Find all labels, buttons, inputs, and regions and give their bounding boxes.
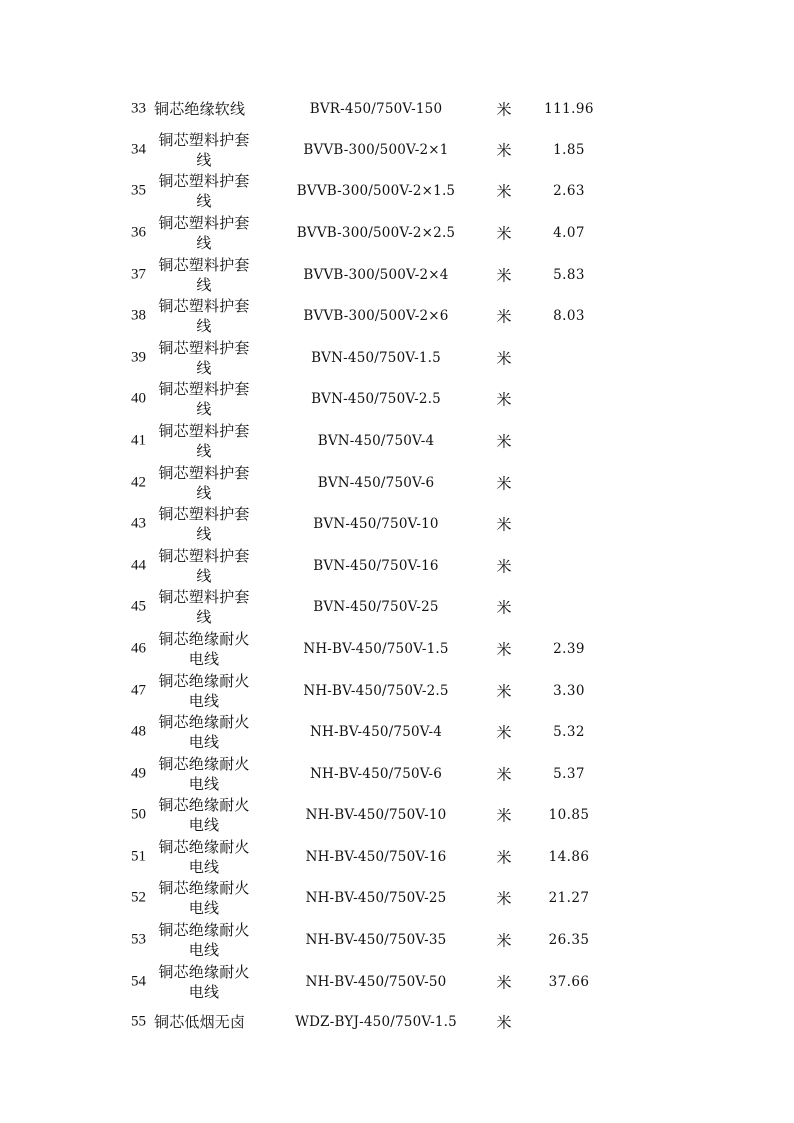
item-name: 铜芯绝缘耐火电线 bbox=[158, 921, 250, 960]
table-row bbox=[0, 961, 794, 1003]
item-price: 111.96 bbox=[544, 101, 594, 117]
item-name: 铜芯绝缘耐火电线 bbox=[158, 962, 250, 1001]
item-unit: 米 bbox=[496, 307, 512, 326]
row-number: 36 bbox=[131, 224, 146, 241]
item-price: 1.85 bbox=[553, 141, 585, 158]
item-name: 铜芯塑料护套线 bbox=[158, 338, 250, 377]
row-number: 43 bbox=[131, 515, 146, 532]
item-price: 26.35 bbox=[548, 932, 590, 949]
row-number: 47 bbox=[131, 682, 146, 699]
item-unit: 米 bbox=[496, 889, 512, 908]
item-price: 5.83 bbox=[553, 266, 585, 283]
row-number: 46 bbox=[131, 640, 146, 657]
item-name: 铜芯塑料护套线 bbox=[158, 297, 250, 336]
row-number: 54 bbox=[131, 973, 146, 990]
table-row bbox=[0, 171, 794, 213]
item-price: 2.39 bbox=[553, 640, 585, 657]
table-row bbox=[0, 420, 794, 462]
item-price: 2.63 bbox=[553, 183, 585, 200]
row-number: 41 bbox=[131, 432, 146, 449]
row-number: 45 bbox=[131, 598, 146, 615]
item-name: 铜芯塑料护套线 bbox=[158, 588, 250, 627]
row-number: 52 bbox=[131, 889, 146, 906]
item-name: 铜芯塑料护套线 bbox=[158, 546, 250, 585]
table-row bbox=[0, 670, 794, 712]
row-number: 55 bbox=[131, 1013, 146, 1030]
table-row bbox=[0, 295, 794, 337]
item-name: 铜芯塑料护套线 bbox=[158, 380, 250, 419]
item-name: 铜芯绝缘耐火电线 bbox=[158, 796, 250, 835]
table-row bbox=[0, 1002, 794, 1042]
table-row bbox=[0, 545, 794, 587]
table-row bbox=[0, 462, 794, 504]
item-name: 铜芯绝缘耐火电线 bbox=[158, 837, 250, 876]
item-unit: 米 bbox=[496, 640, 512, 659]
item-model: NH-BV-450/750V-50 bbox=[305, 973, 447, 990]
row-number: 44 bbox=[131, 557, 146, 574]
item-name: 铜芯塑料护套线 bbox=[158, 421, 250, 460]
item-model: BVVB-300/500V-2×2.5 bbox=[296, 224, 456, 241]
item-model: NH-BV-450/750V-2.5 bbox=[303, 682, 449, 699]
item-name: 铜芯绝缘软线 bbox=[154, 100, 246, 118]
item-unit: 米 bbox=[496, 515, 512, 534]
item-model: NH-BV-450/750V-4 bbox=[309, 724, 443, 741]
table-row bbox=[0, 628, 794, 670]
item-model: BVN-450/750V-1.5 bbox=[311, 349, 441, 366]
item-name: 铜芯绝缘耐火电线 bbox=[158, 754, 250, 793]
row-number: 42 bbox=[131, 474, 146, 491]
item-price: 37.66 bbox=[548, 973, 590, 990]
item-unit: 米 bbox=[496, 598, 512, 617]
item-price: 5.37 bbox=[553, 765, 585, 782]
item-name: 铜芯绝缘耐火电线 bbox=[158, 671, 250, 710]
item-unit: 米 bbox=[496, 432, 512, 451]
row-number: 33 bbox=[131, 100, 146, 117]
item-model: NH-BV-450/750V-6 bbox=[309, 765, 443, 782]
item-unit: 米 bbox=[496, 765, 512, 784]
table-row bbox=[0, 254, 794, 296]
item-name: 铜芯绝缘耐火电线 bbox=[158, 879, 250, 918]
row-number: 40 bbox=[131, 390, 146, 407]
item-model: NH-BV-450/750V-35 bbox=[305, 932, 447, 949]
item-model: BVVB-300/500V-2×1.5 bbox=[296, 183, 456, 200]
row-number: 48 bbox=[131, 723, 146, 740]
row-number: 37 bbox=[131, 266, 146, 283]
table-row bbox=[0, 337, 794, 379]
item-unit: 米 bbox=[496, 973, 512, 992]
item-model: NH-BV-450/750V-16 bbox=[305, 848, 447, 865]
table-row bbox=[0, 212, 794, 254]
item-model: NH-BV-450/750V-10 bbox=[305, 807, 447, 824]
item-unit: 米 bbox=[496, 474, 512, 493]
item-price: 4.07 bbox=[553, 224, 585, 241]
item-unit: 米 bbox=[496, 266, 512, 285]
item-model: BVN-450/750V-4 bbox=[317, 432, 435, 449]
item-unit: 米 bbox=[496, 806, 512, 825]
item-unit: 米 bbox=[496, 349, 512, 368]
price-table bbox=[0, 89, 794, 1042]
row-number: 53 bbox=[131, 931, 146, 948]
row-number: 35 bbox=[131, 182, 146, 199]
item-name: 铜芯塑料护套线 bbox=[158, 463, 250, 502]
item-price: 3.30 bbox=[553, 682, 585, 699]
item-price: 10.85 bbox=[548, 807, 590, 824]
item-unit: 米 bbox=[496, 848, 512, 867]
row-number: 34 bbox=[131, 141, 146, 158]
row-number: 50 bbox=[131, 806, 146, 823]
item-name: 铜芯低烟无卤 bbox=[154, 1013, 246, 1032]
item-model: NH-BV-450/750V-25 bbox=[305, 890, 447, 907]
item-unit: 米 bbox=[496, 390, 512, 409]
row-number: 38 bbox=[131, 307, 146, 324]
item-model: BVN-450/750V-6 bbox=[317, 474, 435, 491]
table-row bbox=[0, 836, 794, 878]
item-model: BVN-450/750V-25 bbox=[313, 599, 439, 616]
item-model: BVN-450/750V-16 bbox=[313, 557, 439, 574]
table-row bbox=[0, 795, 794, 837]
table-row bbox=[0, 711, 794, 753]
table-row bbox=[0, 379, 794, 421]
item-model: BVVB-300/500V-2×1 bbox=[303, 141, 449, 158]
item-name: 铜芯绝缘耐火电线 bbox=[158, 713, 250, 752]
table-row bbox=[0, 503, 794, 545]
item-model: BVN-450/750V-10 bbox=[313, 516, 439, 533]
row-number: 49 bbox=[131, 765, 146, 782]
item-price: 14.86 bbox=[548, 848, 590, 865]
item-name: 铜芯塑料护套线 bbox=[158, 130, 250, 169]
item-model: BVVB-300/500V-2×6 bbox=[303, 308, 449, 325]
row-number: 51 bbox=[131, 848, 146, 865]
item-unit: 米 bbox=[496, 682, 512, 701]
row-number: 39 bbox=[131, 349, 146, 366]
item-price: 21.27 bbox=[548, 890, 590, 907]
item-name: 铜芯塑料护套线 bbox=[158, 213, 250, 252]
item-model: WDZ-BYJ-450/750V-1.5 bbox=[295, 1014, 457, 1031]
item-unit: 米 bbox=[496, 100, 512, 119]
item-price: 8.03 bbox=[553, 308, 585, 325]
item-unit: 米 bbox=[496, 557, 512, 576]
table-row bbox=[0, 919, 794, 961]
item-name: 铜芯绝缘耐火电线 bbox=[158, 629, 250, 668]
item-unit: 米 bbox=[496, 141, 512, 160]
item-price: 5.32 bbox=[553, 724, 585, 741]
item-name: 铜芯塑料护套线 bbox=[158, 505, 250, 544]
item-model: NH-BV-450/750V-1.5 bbox=[303, 640, 449, 657]
item-unit: 米 bbox=[496, 723, 512, 742]
table-row bbox=[0, 129, 794, 171]
item-name: 铜芯塑料护套线 bbox=[158, 172, 250, 211]
table-row bbox=[0, 587, 794, 629]
table-row bbox=[0, 89, 794, 129]
item-model: BVVB-300/500V-2×4 bbox=[303, 266, 449, 283]
table-row bbox=[0, 753, 794, 795]
item-name: 铜芯塑料护套线 bbox=[158, 255, 250, 294]
item-unit: 米 bbox=[496, 931, 512, 950]
item-model: BVR-450/750V-150 bbox=[309, 101, 443, 117]
item-unit: 米 bbox=[496, 1013, 512, 1032]
item-model: BVN-450/750V-2.5 bbox=[311, 391, 441, 408]
table-row bbox=[0, 878, 794, 920]
item-unit: 米 bbox=[496, 224, 512, 243]
item-unit: 米 bbox=[496, 182, 512, 201]
